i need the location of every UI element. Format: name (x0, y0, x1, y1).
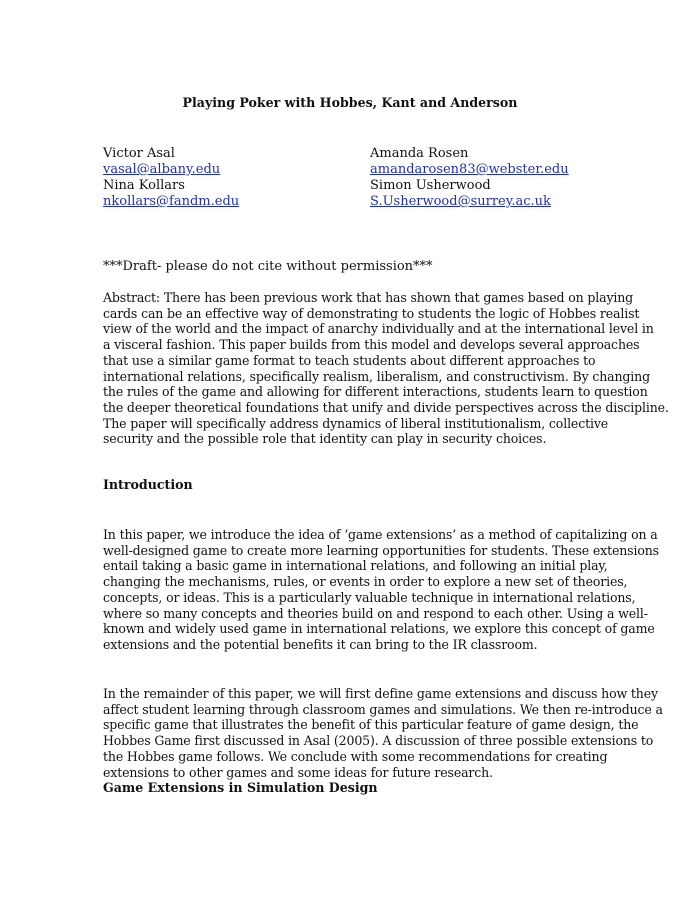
author-email-link[interactable]: vasal@albany.edu (103, 162, 221, 177)
abstract-paragraph (103, 290, 669, 447)
text-line: a visceral fashion. This paper builds from this model and develops several approaches (103, 337, 640, 353)
text-line: known and widely used game in international relations, we explore this concept of game (103, 621, 655, 637)
text-line: extensions to other games and some ideas for future research. (103, 764, 493, 780)
section-heading-introduction: Introduction (103, 477, 193, 492)
author-email-link[interactable]: amandarosen83@webster.edu (370, 162, 569, 177)
intro-paragraph-2 (103, 686, 663, 780)
text-line: affect student learning through classroom games and simulations. We then re-introduce a (103, 701, 663, 717)
text-line: specific game that illustrates the benefit of this particular feature of game design, the (103, 717, 639, 733)
intro-paragraph-1 (103, 527, 659, 653)
text-line: view of the world and the impact of anarchy individually and at the international level in (103, 321, 654, 337)
author-name: Simon Usherwood (370, 178, 491, 193)
text-line: cards can be an effective way of demonstrating to students the logic of Hobbes realist (103, 305, 640, 321)
author-email-link[interactable]: S.Usherwood@surrey.ac.uk (370, 194, 551, 209)
text-line: well-designed game to create more learning opportunities for students. These extensions (103, 542, 659, 558)
text-line: Abstract: There has been previous work that has shown that games based on playing (103, 290, 634, 305)
author-name: Amanda Rosen (370, 146, 469, 161)
author-name: Victor Asal (103, 146, 175, 161)
author-column-right (370, 146, 569, 210)
text-line: international relations, specifically realism, liberalism, and constructivism. By changing (103, 368, 650, 384)
text-line: In the remainder of this paper, we will first define game extensions and discuss how they (103, 686, 658, 701)
text-line: the Hobbes game follows. We conclude with some recommendations for creating (103, 748, 608, 764)
author-column-left (103, 146, 239, 210)
text-line: the rules of the game and allowing for different interactions, students learn to question (103, 384, 648, 400)
author-name: Nina Kollars (103, 178, 185, 193)
text-line: changing the mechanisms, rules, or events in order to explore a new set of theories, (103, 574, 628, 590)
paper-title: Playing Poker with Hobbes, Kant and Anderson (182, 95, 518, 110)
text-line: The paper will specifically address dynamics of liberal institutionalism, collective (103, 415, 609, 431)
text-line: In this paper, we introduce the idea of ‘game extensions’ as a method of capitalizing on a (103, 527, 658, 542)
text-line: security and the possible role that identity can play in security choices. (103, 431, 547, 447)
text-line: entail taking a basic game in international relations, and following an initial play, (103, 558, 608, 574)
draft-notice: ***Draft- please do not cite without permission*** (103, 259, 433, 274)
text-line: extensions and the potential benefits it can bring to the IR classroom. (103, 636, 538, 652)
text-line: Hobbes Game first discussed in Asal (2005). A discussion of three possible extensions to (103, 733, 654, 749)
author-email-link[interactable]: nkollars@fandm.edu (103, 194, 240, 209)
text-line: concepts, or ideas. This is a particularly valuable technique in international relations, (103, 589, 636, 605)
section-heading-game-extensions: Game Extensions in Simulation Design (103, 780, 378, 795)
text-line: where so many concepts and theories build on and respond to each other. Using a well- (103, 605, 648, 621)
text-line: the deeper theoretical foundations that unify and divide perspectives across the discipline. (103, 399, 669, 415)
text-line: that use a similar game format to teach students about different approaches to (103, 352, 596, 368)
